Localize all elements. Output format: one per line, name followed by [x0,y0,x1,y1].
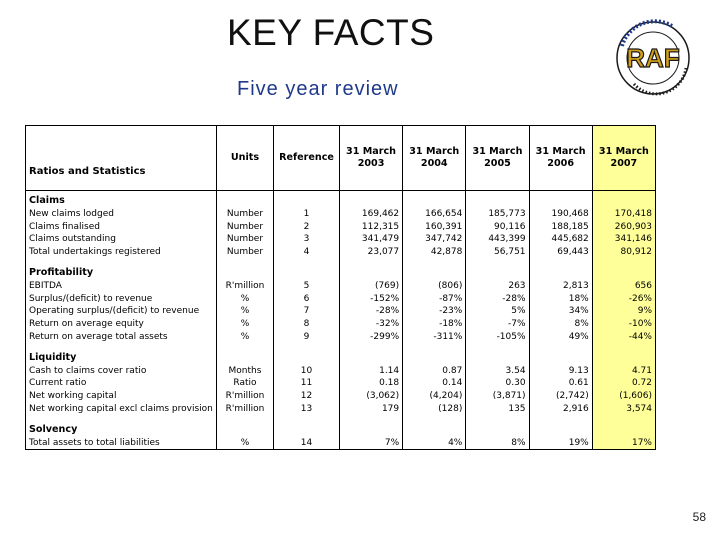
page-title: KEY FACTS [227,12,435,53]
value-cell: -105% [466,331,529,344]
row-label: New claims lodged [26,208,217,221]
value-cell: -152% [339,293,402,306]
empty-cell [466,191,529,208]
value-cell: 80,912 [592,246,655,259]
section-row [26,191,656,208]
value-cell: 341,146 [592,233,655,246]
unit-cell: Number [216,208,273,221]
reference-cell: 6 [274,293,340,306]
value-cell: 263 [466,280,529,293]
unit-cell: Number [216,221,273,234]
value-cell: (128) [403,403,466,416]
row-label: EBITDA [26,280,217,293]
reference-cell: 13 [274,403,340,416]
value-cell: -10% [592,318,655,331]
unit-cell: % [216,331,273,344]
row-label: Current ratio [26,377,217,390]
reference-cell: 7 [274,305,340,318]
value-cell: 56,751 [466,246,529,259]
value-cell: 7% [339,437,402,450]
empty-cell [274,263,340,280]
table-row [26,208,656,221]
empty-cell [592,348,655,365]
value-cell: (2,742) [529,390,592,403]
value-cell: 69,443 [529,246,592,259]
value-cell: 0.87 [403,365,466,378]
row-label: Operating surplus/(deficit) to revenue [26,305,217,318]
value-cell: -28% [339,305,402,318]
value-cell: 188,185 [529,221,592,234]
empty-cell [592,263,655,280]
value-cell: 4.71 [592,365,655,378]
column-header-highlighted: 31 March 2007 [592,126,655,191]
value-cell: 1.14 [339,365,402,378]
empty-cell [339,348,402,365]
reference-cell: 4 [274,246,340,259]
unit-cell: % [216,318,273,331]
empty-cell [339,263,402,280]
raf-logo-icon [612,18,694,98]
row-label: Cash to claims cover ratio [26,365,217,378]
empty-cell [529,191,592,208]
value-cell: 445,682 [529,233,592,246]
value-cell: 341,479 [339,233,402,246]
empty-cell [403,348,466,365]
row-label: Net working capital excl claims provision [26,403,217,416]
reference-cell: 14 [274,437,340,450]
logo-text: RAF [626,43,680,73]
table-row [26,305,656,318]
table-header-row [26,126,656,191]
value-cell: 90,116 [466,221,529,234]
empty-cell [216,420,273,437]
unit-cell: % [216,305,273,318]
unit-cell: Number [216,233,273,246]
value-cell: 190,468 [529,208,592,221]
unit-cell: R'million [216,280,273,293]
empty-cell [529,420,592,437]
table-body [26,191,656,450]
value-cell: 0.72 [592,377,655,390]
value-cell: 4% [403,437,466,450]
value-cell: 8% [466,437,529,450]
row-label: Return on average total assets [26,331,217,344]
row-label: Return on average equity [26,318,217,331]
reference-cell: 10 [274,365,340,378]
value-cell: 49% [529,331,592,344]
table-row [26,246,656,259]
value-cell: -32% [339,318,402,331]
page-subtitle: Five year review [237,78,399,100]
value-cell: 443,399 [466,233,529,246]
value-cell: 42,878 [403,246,466,259]
row-label: Claims outstanding [26,233,217,246]
section-title: Claims [26,191,217,208]
reference-cell: 3 [274,233,340,246]
value-cell: 160,391 [403,221,466,234]
column-header: Reference [274,126,340,191]
empty-cell [529,263,592,280]
row-label: Claims finalised [26,221,217,234]
value-cell: -23% [403,305,466,318]
table-row [26,390,656,403]
section-title: Liquidity [26,348,217,365]
empty-cell [274,420,340,437]
value-cell: 135 [466,403,529,416]
empty-cell [339,420,402,437]
row-label: Net working capital [26,390,217,403]
table-row [26,318,656,331]
value-cell: 0.18 [339,377,402,390]
value-cell: -87% [403,293,466,306]
reference-cell: 2 [274,221,340,234]
value-cell: 34% [529,305,592,318]
value-cell: 0.14 [403,377,466,390]
value-cell: 112,315 [339,221,402,234]
table-row [26,280,656,293]
value-cell: (3,871) [466,390,529,403]
value-cell: -28% [466,293,529,306]
value-cell: 3.54 [466,365,529,378]
table-row [26,221,656,234]
table-row [26,437,656,450]
table-row [26,403,656,416]
reference-cell: 11 [274,377,340,390]
value-cell: 18% [529,293,592,306]
value-cell: -7% [466,318,529,331]
value-cell: -299% [339,331,402,344]
empty-cell [274,348,340,365]
empty-cell [216,191,273,208]
value-cell: 260,903 [592,221,655,234]
column-header: 31 March 2004 [403,126,466,191]
reference-cell: 12 [274,390,340,403]
value-cell: 19% [529,437,592,450]
empty-cell [274,191,340,208]
empty-cell [403,191,466,208]
value-cell: 8% [529,318,592,331]
empty-cell [466,263,529,280]
reference-cell: 1 [274,208,340,221]
value-cell: (769) [339,280,402,293]
value-cell: 169,462 [339,208,402,221]
value-cell: 3,574 [592,403,655,416]
section-title: Profitability [26,263,217,280]
row-label: Surplus/(deficit) to revenue [26,293,217,306]
unit-cell: Months [216,365,273,378]
value-cell: -26% [592,293,655,306]
reference-cell: 9 [274,331,340,344]
section-row [26,348,656,365]
empty-cell [466,348,529,365]
empty-cell [466,420,529,437]
value-cell: 170,418 [592,208,655,221]
value-cell: -18% [403,318,466,331]
table-row [26,365,656,378]
value-cell: -44% [592,331,655,344]
value-cell: 17% [592,437,655,450]
value-cell: 185,773 [466,208,529,221]
row-label: Total undertakings registered [26,246,217,259]
column-header: 31 March 2005 [466,126,529,191]
value-cell: 166,654 [403,208,466,221]
unit-cell: % [216,293,273,306]
table-row [26,293,656,306]
empty-cell [403,263,466,280]
reference-cell: 8 [274,318,340,331]
value-cell: 9% [592,305,655,318]
column-header: 31 March 2006 [529,126,592,191]
column-header: Units [216,126,273,191]
row-label: Total assets to total liabilities [26,437,217,450]
table-row [26,233,656,246]
value-cell: 23,077 [339,246,402,259]
value-cell: 0.30 [466,377,529,390]
value-cell: 5% [466,305,529,318]
column-header: 31 March 2003 [339,126,402,191]
table-row [26,377,656,390]
empty-cell [216,263,273,280]
empty-cell [592,420,655,437]
row-header-label: Ratios and Statistics [26,126,217,191]
value-cell: 656 [592,280,655,293]
key-facts-table [25,125,656,450]
value-cell: 347,742 [403,233,466,246]
value-cell: -311% [403,331,466,344]
page-number: 58 [692,510,706,524]
value-cell: 9.13 [529,365,592,378]
table-row [26,331,656,344]
value-cell: (3,062) [339,390,402,403]
value-cell: (806) [403,280,466,293]
unit-cell: Ratio [216,377,273,390]
empty-cell [216,348,273,365]
reference-cell: 5 [274,280,340,293]
value-cell: 2,916 [529,403,592,416]
section-row [26,420,656,437]
unit-cell: R'million [216,403,273,416]
value-cell: 0.61 [529,377,592,390]
empty-cell [592,191,655,208]
empty-cell [403,420,466,437]
empty-cell [529,348,592,365]
section-row [26,263,656,280]
section-title: Solvency [26,420,217,437]
value-cell: (1,606) [592,390,655,403]
empty-cell [339,191,402,208]
unit-cell: R'million [216,390,273,403]
unit-cell: Number [216,246,273,259]
value-cell: 179 [339,403,402,416]
unit-cell: % [216,437,273,450]
value-cell: 2,813 [529,280,592,293]
value-cell: (4,204) [403,390,466,403]
